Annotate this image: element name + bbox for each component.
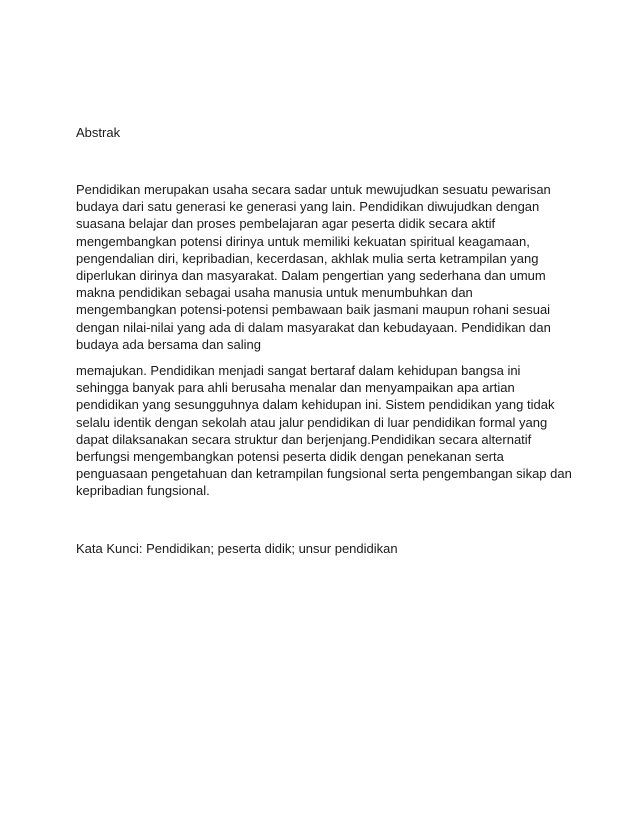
abstract-paragraph-1: Pendidikan merupakan usaha secara sadar untuk mewujudkan sesuatu pewarisan budaya dari satu generasi ke generasi yang lain. Pendidikan diwujudkan dengan suasana belajar dan proses pembelajaran agar peserta didik secara aktif mengembangkan potensi dirinya untuk memiliki kekuatan spiritual keagamaan, pengendalian diri, kepribadian, kecerdasan, akhlak mulia serta ketrampilan yang diperlukan dirinya dan masyarakat. Dalam pengertian yang sederhana dan umum makna pendidikan sebagai usaha manusia untuk menumbuhkan dan mengembangkan potensi-potensi pembawaan baik jasmani maupun rohani sesuai dengan nilai-nilai yang ada di dalam masyarakat dan kebudayaan. Pendidikan dan budaya ada bersama dan saling (76, 182, 551, 352)
keywords-line: Kata Kunci: Pendidikan; peserta didik; unsur pendidikan (76, 540, 398, 556)
abstract-section (76, 124, 572, 557)
abstract-paragraph-2: memajukan. Pendidikan menjadi sangat bertaraf dalam kehidupan bangsa ini sehingga banyak para ahli berusaha menalar dan menyampaikan apa artian pendidikan yang sesungguhnya dalam kehidupan ini. Sistem pendidikan yang tidak selalu identik dengan sekolah atau jalur pendidikan di luar pendidikan formal yang dapat dilaksanakan secara struktur dan berjenjang.Pendidikan secara alternatif berfungsi mengembangkan potensi peserta didik dengan penekanan serta penguasaan pengetahuan dan ketrampilan fungsional serta pengembangan sikap dan kepribadian fungsional. (76, 363, 572, 499)
abstract-heading: Abstrak (76, 125, 121, 140)
